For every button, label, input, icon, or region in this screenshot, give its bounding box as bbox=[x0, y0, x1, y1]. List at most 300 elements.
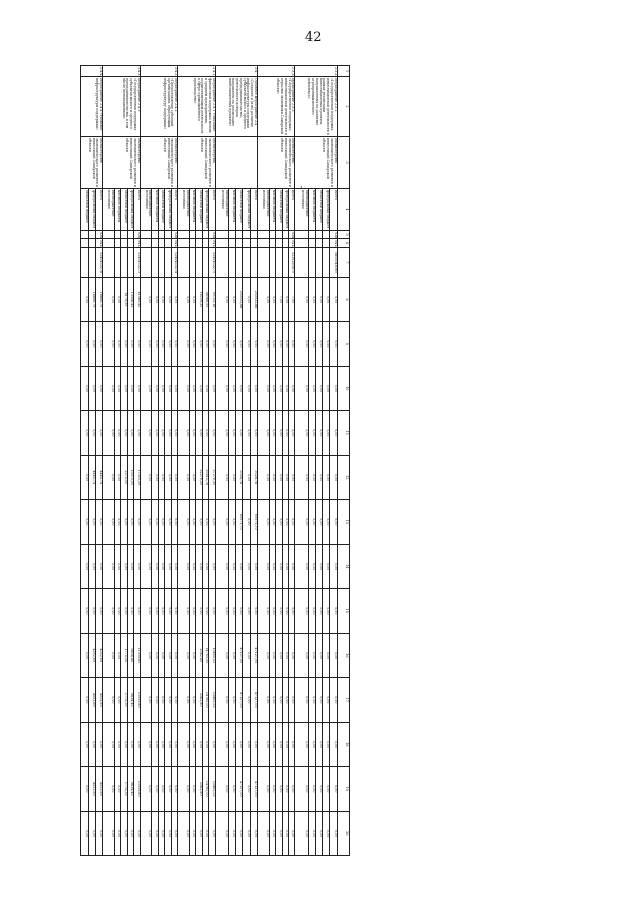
amount-cell: 47127,00 bbox=[250, 633, 257, 678]
grbs-code bbox=[215, 231, 228, 239]
amount-cell: 0,00 bbox=[140, 589, 152, 634]
section-code bbox=[258, 239, 270, 248]
section-code: 0412 bbox=[95, 239, 102, 248]
amount-cell: 0,00 bbox=[330, 678, 337, 723]
amount-cell: 0,00 bbox=[165, 633, 171, 678]
amount-cell: 0,00 bbox=[114, 589, 120, 634]
table-row bbox=[330, 66, 337, 856]
amount-cell: 16109,30 bbox=[196, 278, 202, 322]
target-code bbox=[178, 248, 190, 278]
amount-cell: 0,00 bbox=[158, 722, 164, 767]
amount-cell: 0,00 bbox=[114, 322, 120, 367]
amount-cell: 0,00 bbox=[114, 366, 120, 411]
amount-cell: 0,00 bbox=[189, 722, 195, 767]
amount-cell: 32276,30 bbox=[196, 455, 202, 500]
amount-cell: 7,00 bbox=[276, 278, 282, 322]
amount-cell: 0,00 bbox=[289, 633, 295, 678]
amount-cell: 0,00 bbox=[152, 633, 158, 678]
target-code bbox=[88, 248, 95, 278]
amount-cell: 0,00 bbox=[165, 322, 171, 367]
amount-cell: 0,00 bbox=[282, 767, 288, 812]
amount-cell: 0,00 bbox=[152, 366, 158, 411]
amount-cell: 0,00 bbox=[114, 544, 120, 589]
grbs-code: 938 bbox=[171, 231, 177, 239]
amount-cell: 41089,45 bbox=[134, 278, 140, 322]
amount-cell: 4445,74 bbox=[88, 455, 95, 500]
amount-cell: 0,00 bbox=[289, 678, 295, 723]
section-code: 0412 bbox=[330, 239, 337, 248]
amount-cell: 0,00 bbox=[236, 589, 243, 634]
amount-cell: 0,00 bbox=[81, 678, 89, 723]
amount-cell: 0,00 bbox=[81, 455, 89, 500]
amount-cell: 0,00 bbox=[330, 322, 337, 367]
amount-cell: 0,00 bbox=[276, 811, 282, 856]
amount-cell: 0,00 bbox=[308, 366, 315, 411]
amount-cell: 0,00 bbox=[243, 455, 250, 500]
amount-cell: 0,00 bbox=[202, 500, 208, 545]
amount-cell: 2582,80 bbox=[196, 633, 202, 678]
target-code bbox=[202, 248, 208, 278]
amount-cell: 0,00 bbox=[258, 678, 270, 723]
amount-cell: 4552,69 bbox=[95, 767, 102, 812]
funding-source: Всего bbox=[171, 189, 177, 231]
grbs-code bbox=[81, 231, 89, 239]
column-header: 1 bbox=[337, 66, 349, 77]
amount-cell: 0,00 bbox=[189, 811, 195, 856]
amount-cell: 0,00 bbox=[315, 589, 322, 634]
target-code bbox=[250, 248, 257, 278]
target-code bbox=[228, 248, 235, 278]
column-header: 19 bbox=[337, 767, 349, 812]
section-code bbox=[140, 239, 152, 248]
amount-cell: 0,00 bbox=[158, 811, 164, 856]
section-code bbox=[88, 239, 95, 248]
amount-cell: 0,00 bbox=[295, 544, 308, 589]
funding-source: внебюджетные источники bbox=[140, 189, 152, 231]
amount-cell: 0,00 bbox=[269, 411, 275, 456]
amount-cell: 0,00 bbox=[121, 411, 127, 456]
grbs-code: 938 bbox=[289, 231, 295, 239]
amount-cell: 15465,52 bbox=[209, 678, 215, 723]
amount-cell: 0,00 bbox=[127, 411, 133, 456]
target-code bbox=[114, 248, 120, 278]
funding-source: федеральный бюджет bbox=[243, 189, 250, 231]
amount-cell: 0,00 bbox=[158, 411, 164, 456]
amount-cell: 0,00 bbox=[215, 366, 228, 411]
target-code bbox=[152, 248, 158, 278]
amount-cell: 0,00 bbox=[308, 411, 315, 456]
column-header: 16 bbox=[337, 633, 349, 678]
section-code bbox=[158, 239, 164, 248]
amount-cell: 0,00 bbox=[323, 722, 330, 767]
amount-cell: 0,00 bbox=[158, 678, 164, 723]
column-header: 9 bbox=[337, 322, 349, 367]
amount-cell: 0,00 bbox=[315, 811, 322, 856]
amount-cell: 0,00 bbox=[196, 544, 202, 589]
amount-cell: 0,00 bbox=[103, 322, 115, 367]
table-row bbox=[95, 66, 102, 856]
amount-cell: 0,00 bbox=[103, 544, 115, 589]
executor: Министерство экономического развития и инвестиций Самарской области bbox=[140, 137, 177, 189]
grbs-code bbox=[243, 231, 250, 239]
page-mark: · bbox=[300, 183, 303, 193]
grbs-code bbox=[236, 231, 243, 239]
amount-cell: 0,00 bbox=[178, 811, 190, 856]
amount-cell: 0,00 bbox=[202, 322, 208, 367]
amount-cell: 0,00 bbox=[243, 633, 250, 678]
amount-cell: 0,00 bbox=[81, 411, 89, 456]
amount-cell: 0,00 bbox=[330, 544, 337, 589]
amount-cell: 0,00 bbox=[88, 322, 95, 367]
section-number: 2.4.2. bbox=[140, 66, 177, 77]
amount-cell: 0,00 bbox=[189, 322, 195, 367]
amount-cell: 0,00 bbox=[114, 722, 120, 767]
amount-cell: 9834,45 bbox=[127, 678, 133, 723]
amount-cell: 0,00 bbox=[276, 589, 282, 634]
amount-cell: 0,00 bbox=[165, 544, 171, 589]
rotated-table-area bbox=[80, 65, 350, 855]
target-code bbox=[215, 248, 228, 278]
amount-cell: 0,00 bbox=[282, 722, 288, 767]
section-number: 2.4. bbox=[215, 66, 257, 77]
amount-cell: 4552,69 bbox=[88, 633, 95, 678]
section-code bbox=[276, 239, 282, 248]
amount-cell: 0,00 bbox=[152, 811, 158, 856]
funding-source: федеральный бюджет bbox=[323, 189, 330, 231]
amount-cell: 0,00 bbox=[215, 455, 228, 500]
amount-cell: 0,00 bbox=[228, 366, 235, 411]
amount-cell: 0,00 bbox=[330, 633, 337, 678]
amount-cell: 0,00 bbox=[315, 411, 322, 456]
funding-source: местные бюджеты bbox=[308, 189, 315, 231]
amount-cell: 0,00 bbox=[88, 811, 95, 856]
amount-cell: 0,00 bbox=[178, 767, 190, 812]
amount-cell: 0,00 bbox=[282, 455, 288, 500]
amount-cell: 0,00 bbox=[171, 500, 177, 545]
amount-cell: 0,00 bbox=[152, 722, 158, 767]
amount-cell: 0,00 bbox=[178, 589, 190, 634]
funding-source: областной бюджет bbox=[121, 189, 127, 231]
table-row bbox=[209, 66, 215, 856]
funding-source: внебюджетные источники bbox=[178, 189, 190, 231]
amount-cell: 0,00 bbox=[215, 500, 228, 545]
amount-cell: 0,00 bbox=[209, 811, 215, 856]
amount-cell: 0,00 bbox=[258, 500, 270, 545]
amount-cell: 0,00 bbox=[289, 366, 295, 411]
amount-cell: 0,00 bbox=[215, 678, 228, 723]
column-header: 4 bbox=[337, 189, 349, 231]
amount-cell: 0,00 bbox=[295, 678, 308, 723]
amount-cell: 0,00 bbox=[165, 500, 171, 545]
funding-source: областной бюджет bbox=[236, 189, 243, 231]
amount-cell: 0,00 bbox=[330, 411, 337, 456]
amount-cell: 0,00 bbox=[250, 722, 257, 767]
amount-cell: 0,00 bbox=[158, 500, 164, 545]
section-code bbox=[295, 239, 308, 248]
amount-cell: 0,00 bbox=[95, 322, 102, 367]
amount-cell: 0,00 bbox=[152, 411, 158, 456]
amount-cell: 0,00 bbox=[228, 767, 235, 812]
amount-cell: 0,00 bbox=[165, 589, 171, 634]
amount-cell: 0,00 bbox=[323, 322, 330, 367]
grbs-code bbox=[196, 231, 202, 239]
column-header: 17 bbox=[337, 678, 349, 723]
grbs-code bbox=[140, 231, 152, 239]
amount-cell: 0,00 bbox=[269, 366, 275, 411]
amount-cell: 0,00 bbox=[236, 811, 243, 856]
amount-cell: 0,00 bbox=[243, 767, 250, 812]
grbs-code bbox=[282, 231, 288, 239]
amount-cell: 0,00 bbox=[295, 322, 308, 367]
amount-cell: 0,00 bbox=[323, 633, 330, 678]
amount-cell: 0,00 bbox=[158, 544, 164, 589]
amount-cell: 0,00 bbox=[121, 722, 127, 767]
amount-cell: 0,00 bbox=[103, 278, 115, 322]
amount-cell: 0,00 bbox=[295, 366, 308, 411]
target-code bbox=[282, 248, 288, 278]
amount-cell: 0,00 bbox=[81, 366, 89, 411]
amount-cell: 3024,78 bbox=[250, 455, 257, 500]
amount-cell: 0,00 bbox=[134, 544, 140, 589]
section-code bbox=[269, 239, 275, 248]
amount-cell: 0,00 bbox=[236, 411, 243, 456]
amount-cell: 0,00 bbox=[196, 500, 202, 545]
amount-cell: 0,00 bbox=[295, 411, 308, 456]
amount-cell: 0,00 bbox=[282, 811, 288, 856]
amount-cell: 0,00 bbox=[158, 278, 164, 322]
funding-source: областной бюджет bbox=[196, 189, 202, 231]
amount-cell: 90753,18 bbox=[209, 278, 215, 322]
amount-cell: 0,00 bbox=[189, 411, 195, 456]
amount-cell: 0,00 bbox=[81, 811, 89, 856]
amount-cell: 0,00 bbox=[295, 767, 308, 812]
amount-cell: 0,00 bbox=[250, 589, 257, 634]
amount-cell: 0,00 bbox=[282, 411, 288, 456]
amount-cell: 0,00 bbox=[330, 767, 337, 812]
amount-cell: 0,00 bbox=[165, 722, 171, 767]
amount-cell: 0,00 bbox=[330, 278, 337, 322]
amount-cell: 0,00 bbox=[243, 811, 250, 856]
amount-cell: 37276,30 bbox=[209, 455, 215, 500]
amount-cell: 0,00 bbox=[165, 278, 171, 322]
amount-cell: 0,00 bbox=[228, 589, 235, 634]
target-code bbox=[140, 248, 152, 278]
amount-cell: 0,00 bbox=[276, 322, 282, 367]
target-code bbox=[315, 248, 322, 278]
amount-cell: 35615,78 bbox=[202, 455, 208, 500]
funding-source: местные бюджеты bbox=[189, 189, 195, 231]
amount-cell: 2582,80 bbox=[196, 678, 202, 723]
amount-cell: 0,00 bbox=[282, 678, 288, 723]
amount-cell: 0,00 bbox=[103, 722, 115, 767]
executor: Министерство экономического развития и инвестиций Самарской области bbox=[81, 137, 103, 189]
grbs-code bbox=[276, 231, 282, 239]
amount-cell: 0,00 bbox=[289, 544, 295, 589]
amount-cell: 0,00 bbox=[308, 544, 315, 589]
amount-cell: 0,00 bbox=[269, 767, 275, 812]
amount-cell: 0,00 bbox=[178, 544, 190, 589]
amount-cell: 0,00 bbox=[114, 633, 120, 678]
amount-cell: 3024,78 bbox=[236, 455, 243, 500]
grbs-code: 938 bbox=[134, 231, 140, 239]
amount-cell: 0,00 bbox=[269, 678, 275, 723]
grbs-code bbox=[121, 231, 127, 239]
funding-source: местные бюджеты bbox=[269, 189, 275, 231]
amount-cell: 0,00 bbox=[243, 322, 250, 367]
amount-cell: 0,00 bbox=[121, 589, 127, 634]
amount-cell: 203022,88 bbox=[236, 278, 243, 322]
amount-cell: 0,00 bbox=[134, 500, 140, 545]
amount-cell: 0,00 bbox=[189, 455, 195, 500]
funding-source: Всего bbox=[250, 189, 257, 231]
funding-source: Всего bbox=[330, 189, 337, 231]
amount-cell: 0,00 bbox=[308, 722, 315, 767]
amount-cell: 0,00 bbox=[178, 411, 190, 456]
amount-cell: 60071,70 bbox=[236, 500, 243, 545]
amount-cell: 0,00 bbox=[81, 767, 89, 812]
amount-cell: 0,00 bbox=[209, 500, 215, 545]
amount-cell: 0,00 bbox=[171, 366, 177, 411]
amount-cell: 13375,00 bbox=[127, 455, 133, 500]
amount-cell: 14760,00 bbox=[202, 678, 208, 723]
amount-cell: 0,00 bbox=[140, 678, 152, 723]
table-row bbox=[134, 66, 140, 856]
amount-cell: 0,00 bbox=[308, 767, 315, 812]
amount-cell: 0,00 bbox=[202, 589, 208, 634]
amount-cell: 2275,00 bbox=[121, 455, 127, 500]
amount-cell: 0,00 bbox=[121, 500, 127, 545]
amount-cell: 0,00 bbox=[315, 722, 322, 767]
section-code bbox=[114, 239, 120, 248]
amount-cell: 0,00 bbox=[134, 411, 140, 456]
amount-cell: 0,00 bbox=[228, 500, 235, 545]
amount-cell: 0,00 bbox=[289, 411, 295, 456]
grbs-code bbox=[165, 231, 171, 239]
amount-cell: 0,00 bbox=[103, 589, 115, 634]
amount-cell: 0,00 bbox=[134, 322, 140, 367]
amount-cell: 0,00 bbox=[243, 544, 250, 589]
funding-source: областной бюджет bbox=[81, 189, 89, 231]
amount-cell: 0,00 bbox=[158, 455, 164, 500]
amount-cell: 0,00 bbox=[228, 811, 235, 856]
amount-cell: 0,00 bbox=[289, 455, 295, 500]
amount-cell: 0,00 bbox=[158, 589, 164, 634]
amount-cell: 0,00 bbox=[295, 278, 308, 322]
measure-title: Мероприятие 2.3.2 «Государственная поддержка инвестиционной деятельности в рамках реализации инвестиционных проектов, направленных на развитие агропромышленного комплекса» bbox=[295, 77, 337, 137]
executor: Министерство экономического развития и инвестиций Самарской области bbox=[258, 137, 295, 189]
amount-cell: 0,00 bbox=[289, 811, 295, 856]
amount-cell: 0,00 bbox=[189, 767, 195, 812]
section-code bbox=[323, 239, 330, 248]
amount-cell: 0,00 bbox=[152, 322, 158, 367]
target-code: 0240453273 bbox=[134, 248, 140, 278]
amount-cell: 0,00 bbox=[269, 322, 275, 367]
section-code bbox=[202, 239, 208, 248]
amount-cell: 0,00 bbox=[215, 589, 228, 634]
amount-cell: 0,00 bbox=[127, 544, 133, 589]
amount-cell: 0,00 bbox=[152, 500, 158, 545]
target-code bbox=[258, 248, 270, 278]
amount-cell: 0,00 bbox=[158, 366, 164, 411]
amount-cell: 0,00 bbox=[178, 322, 190, 367]
amount-cell: 4552,69 bbox=[95, 678, 102, 723]
amount-cell: 0,00 bbox=[323, 811, 330, 856]
amount-cell: 0,00 bbox=[295, 500, 308, 545]
amount-cell: 0,00 bbox=[196, 811, 202, 856]
amount-cell: 0,00 bbox=[228, 544, 235, 589]
amount-cell: 0,00 bbox=[308, 633, 315, 678]
page-number: 42 bbox=[305, 30, 322, 45]
funding-source: внебюджетные источники bbox=[295, 189, 308, 231]
amount-cell: 0,00 bbox=[282, 500, 288, 545]
grbs-code bbox=[258, 231, 270, 239]
amount-cell: 0,00 bbox=[127, 366, 133, 411]
amount-cell: 0,00 bbox=[250, 322, 257, 367]
amount-cell: 0,00 bbox=[276, 366, 282, 411]
target-code bbox=[165, 248, 171, 278]
amount-cell: 0,00 bbox=[95, 411, 102, 456]
table-row bbox=[171, 66, 177, 856]
amount-cell: 0,00 bbox=[323, 767, 330, 812]
amount-cell: 0,00 bbox=[189, 366, 195, 411]
amount-cell: 0,00 bbox=[196, 411, 202, 456]
amount-cell: 0,00 bbox=[121, 544, 127, 589]
funding-source: местные бюджеты bbox=[152, 189, 158, 231]
amount-cell: 0,00 bbox=[228, 278, 235, 322]
amount-cell: 0,00 bbox=[209, 322, 215, 367]
amount-cell: 0,00 bbox=[196, 722, 202, 767]
amount-cell: 13098,45 bbox=[127, 278, 133, 322]
amount-cell: 0,00 bbox=[81, 322, 89, 367]
amount-cell: 0,00 bbox=[140, 500, 152, 545]
amount-cell: 0,00 bbox=[171, 678, 177, 723]
amount-cell: 0,00 bbox=[127, 811, 133, 856]
amount-cell: 0,00 bbox=[127, 722, 133, 767]
measure-title: Мероприятие 2.4.2 «Предоставление субсидий организациям, образующим инфраструктуру поддержки» bbox=[140, 77, 177, 137]
grbs-code bbox=[228, 231, 235, 239]
grbs-code bbox=[308, 231, 315, 239]
amount-cell: 0,00 bbox=[289, 767, 295, 812]
amount-cell: 0,00 bbox=[209, 589, 215, 634]
target-code: 0800046060 bbox=[330, 248, 337, 278]
amount-cell: 0,00 bbox=[323, 455, 330, 500]
amount-cell: 0,00 bbox=[140, 811, 152, 856]
amount-cell: 0,00 bbox=[88, 722, 95, 767]
executor: Министерство экономического развития и инвестиций Самарской области bbox=[295, 137, 337, 189]
amount-cell: 0,00 bbox=[95, 366, 102, 411]
section-number: 2.4.1. bbox=[178, 66, 215, 77]
amount-cell: 0,00 bbox=[289, 589, 295, 634]
grbs-code bbox=[295, 231, 308, 239]
amount-cell: 0,00 bbox=[103, 366, 115, 411]
section-code: 0412 bbox=[289, 239, 295, 248]
funding-source: областной бюджет bbox=[315, 189, 322, 231]
amount-cell: 0,00 bbox=[228, 322, 235, 367]
amount-cell: 18866,79 bbox=[95, 278, 102, 322]
amount-cell: 0,00 bbox=[127, 500, 133, 545]
amount-cell: 0,00 bbox=[165, 811, 171, 856]
section-code bbox=[236, 239, 243, 248]
amount-cell: 0,00 bbox=[250, 544, 257, 589]
amount-cell: 0,00 bbox=[276, 500, 282, 545]
amount-cell: 0,00 bbox=[95, 722, 102, 767]
amount-cell: 0,00 bbox=[165, 767, 171, 812]
amount-cell: 0,00 bbox=[81, 500, 89, 545]
amount-cell: 0,00 bbox=[250, 366, 257, 411]
section-number: 2.3.3. bbox=[258, 66, 295, 77]
amount-cell: 0,00 bbox=[258, 589, 270, 634]
amount-cell: 11009,80 bbox=[134, 767, 140, 812]
